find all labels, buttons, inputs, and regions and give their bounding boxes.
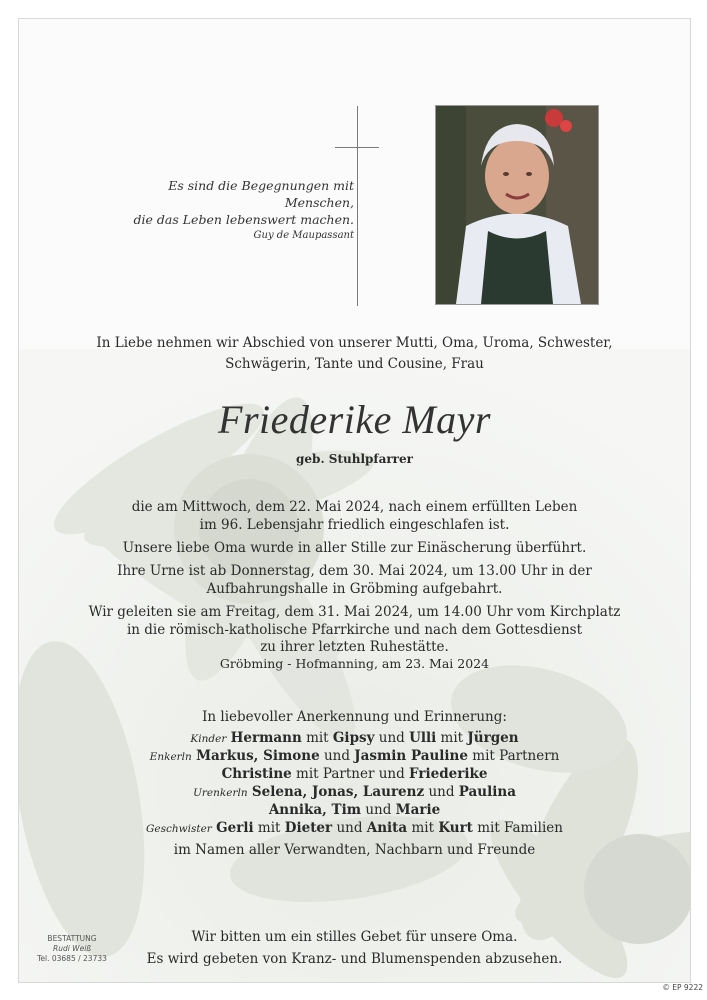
connector: und	[428, 784, 455, 800]
name: Gipsy	[332, 730, 375, 746]
name: Anita	[366, 820, 408, 836]
family-geschwister	[19, 820, 690, 839]
cremation-text: Unsere liebe Oma wurde in aller Stille zur Einäscherung überführt.	[122, 540, 587, 556]
kinder-label: Kinder	[190, 733, 227, 745]
connector: mit Familien	[477, 820, 563, 836]
intro-text	[19, 333, 690, 375]
family-kinder	[19, 730, 690, 749]
urn-text	[19, 563, 690, 598]
death-notice	[19, 499, 690, 534]
name: Hermann	[230, 730, 302, 746]
name: Kurt	[438, 820, 473, 836]
name: Friederike	[409, 766, 488, 782]
family-enkel	[19, 748, 690, 767]
names: Annika, Tim	[268, 802, 362, 818]
name: Christine	[221, 766, 292, 782]
intro-line-2: Schwägerin, Tante und Cousine, Frau	[225, 356, 484, 372]
death-line-2: im 96. Lebensjahr friedlich eingeschlafen ist.	[199, 516, 510, 533]
undertaker-line-1: BESTATTUNG	[47, 934, 97, 943]
undertaker-info	[37, 934, 107, 964]
geschwister-label: Geschwister	[146, 823, 212, 835]
family-urenkel	[19, 784, 690, 803]
death-line-1: die am Mittwoch, dem 22. Mai 2024, nach einem erfüllten Leben	[131, 499, 578, 515]
connector: mit Partnern	[472, 748, 560, 764]
connector: mit Partner und	[296, 766, 405, 782]
quote-line-1: Es sind die Begegnungen mit Menschen,	[168, 178, 354, 210]
deceased-name: Friederike Mayr	[218, 397, 491, 442]
name: Marie	[395, 802, 441, 818]
cross-icon	[357, 106, 358, 306]
connector: und	[336, 820, 363, 836]
family-closing: im Namen aller Verwandten, Nachbarn und Freunde	[173, 842, 536, 858]
footer-prayer: Wir bitten um ein stilles Gebet für unsere Oma.	[191, 929, 518, 945]
cross-icon-bar	[335, 147, 379, 148]
connector: mit	[411, 820, 435, 836]
urenkel-label: Urenkerln	[193, 787, 248, 799]
undertaker-phone: Tel. 03685 / 23733	[37, 954, 107, 963]
burial-line-1: Wir geleiten sie am Freitag, dem 31. Mai 2024, um 14.00 Uhr vom Kirchplatz	[88, 604, 621, 620]
connector: mit	[440, 730, 464, 746]
urn-line-2: Aufbahrungshalle in Gröbming aufgebahrt.	[206, 580, 503, 597]
obituary-card	[18, 18, 691, 983]
name: Jürgen	[467, 730, 519, 746]
connector: mit	[306, 730, 329, 746]
connector: mit	[257, 820, 281, 836]
family-urenkel-2	[19, 802, 690, 820]
burial-text	[19, 604, 690, 657]
memorial-quote	[119, 177, 354, 244]
intro-line-1: In Liebe nehmen wir Abschied von unserer Mutti, Oma, Uroma, Schwester,	[96, 335, 613, 351]
connector: und	[323, 748, 350, 764]
footer-flowers: Es wird gebeten von Kranz- und Blumenspenden abzusehen.	[146, 951, 563, 967]
burial-line-2: in die römisch-katholische Pfarrkirche und nach dem Gottesdienst	[126, 621, 583, 638]
family-enkel-2	[19, 766, 690, 784]
quote-author: Guy de Maupassant	[253, 230, 354, 241]
portrait-photo	[435, 105, 599, 305]
urn-line-1: Ihre Urne ist ab Donnerstag, dem 30. Mai 2024, um 13.00 Uhr in der	[117, 563, 592, 579]
names: Markus, Simone	[196, 748, 320, 764]
name: Ulli	[409, 730, 437, 746]
name: Gerli	[216, 820, 254, 836]
undertaker-line-2: Rudi Weiß	[52, 944, 92, 953]
quote-line-2: die das Leben lebenswert machen.	[133, 212, 354, 227]
names: Selena, Jonas, Laurenz	[251, 784, 425, 800]
family-heading: In liebevoller Anerkennung und Erinnerung:	[202, 709, 507, 725]
burial-line-3: zu ihrer letzten Ruhestätte.	[260, 639, 449, 655]
name: Paulina	[458, 784, 516, 800]
connector: und	[365, 802, 392, 818]
name: Jasmin Pauline	[354, 748, 468, 764]
name: Dieter	[284, 820, 333, 836]
place-date: Gröbming - Hofmanning, am 23. Mai 2024	[219, 656, 490, 671]
print-code: © EP 9222	[662, 983, 703, 992]
maiden-name: geb. Stuhlpfarrer	[296, 452, 413, 466]
connector: und	[378, 730, 405, 746]
enkel-label: Enkerln	[149, 751, 192, 763]
